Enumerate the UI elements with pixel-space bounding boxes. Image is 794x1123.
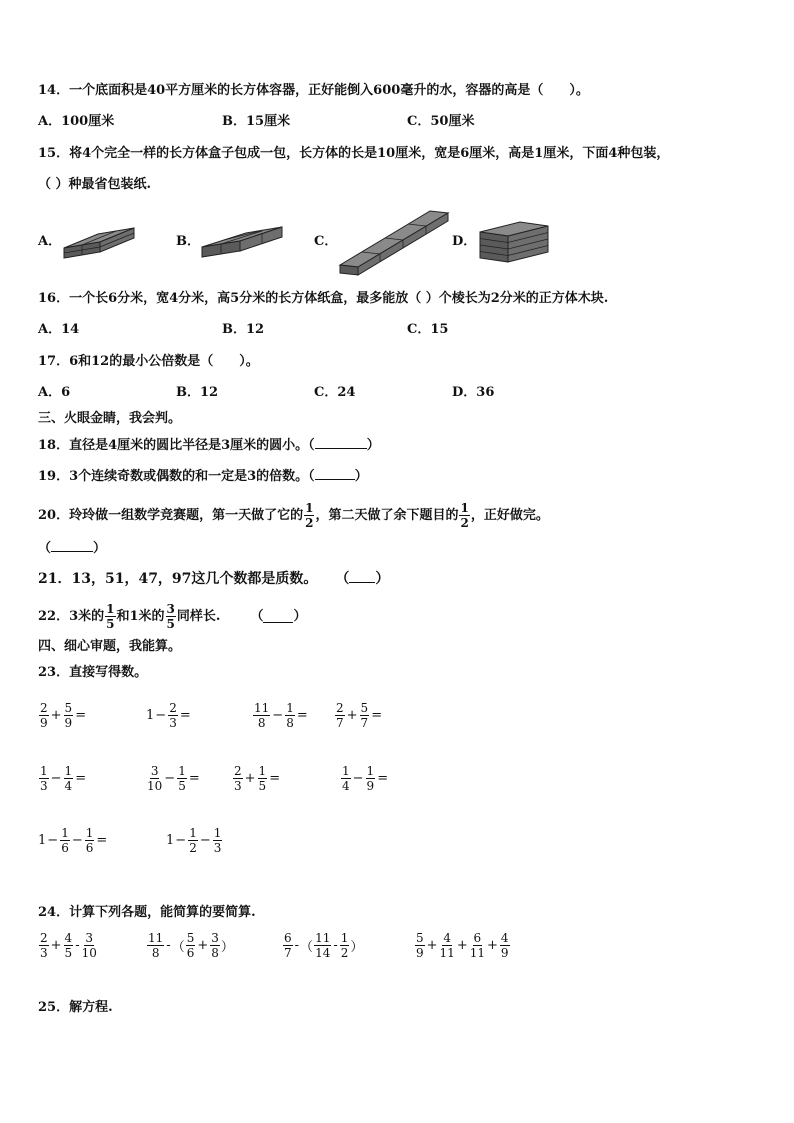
q22-frac1-num: 1 [106,602,115,616]
q14-option-a[interactable]: A．100厘米 [38,114,115,129]
box-package-a-image [62,216,138,266]
q20-answer [38,539,106,558]
q20-open-paren: （ [38,541,52,556]
q19-close-paren: ） [354,469,368,484]
question-22 [38,603,306,630]
question-20 [38,502,549,529]
q20-answer-blank[interactable] [51,539,93,552]
q22-frac2-num: 3 [166,602,175,616]
question-21 [38,570,389,588]
q22-fraction-2 [166,603,176,630]
q23-expr-7: $\frac{2}{3}$ + $\frac{1}{5}$ = [234,764,281,793]
question-20-part3: ，正好做完。 [470,507,549,523]
q23-expr-9: 1 − $\frac{1}{6}$ − $\frac{1}{6}$ = [38,826,108,855]
q23-expr-2: 1 − $\frac{2}{3}$ = [146,701,191,730]
q23-expr-1: $\frac{2}{9}$ + $\frac{5}{9}$ = [40,701,87,730]
q20-fraction-2 [459,502,469,529]
q22-open-paren: （ [250,608,264,624]
q18-close-paren: ） [366,438,380,453]
q24-expr-1: $\frac{2}{3}$ + $\frac{4}{5}$ - $\frac{3}{10}$ [40,931,97,960]
question-18 [38,436,380,455]
question-22-part1: 22．3米的 [38,608,105,624]
question-25-title: 25．解方程. [38,1000,113,1015]
q23-expr-4: $\frac{2}{7}$ + $\frac{5}{7}$ = [336,701,383,730]
question-19 [38,467,368,486]
question-20-part1: 20．玲玲做一组数学竞赛题，第一天做了它的 [38,507,304,523]
q15-option-a[interactable]: A． [38,234,62,249]
q14-option-b[interactable]: B．15厘米 [222,114,291,129]
q21-answer-blank[interactable] [349,570,375,583]
q20-frac2-den: 2 [460,516,469,530]
q21-open-paren: （ [335,571,350,587]
q17-option-b[interactable]: B．12 [176,385,219,400]
q18-answer-blank[interactable] [315,436,367,449]
q23-expr-3: $\frac{11}{8}$ − $\frac{1}{8}$ = [254,701,308,730]
q17-option-a[interactable]: A．6 [38,385,71,400]
q23-expr-10: 1 − $\frac{1}{2}$ − $\frac{1}{3}$ [166,826,222,855]
q17-option-d[interactable]: D．36 [452,385,495,400]
question-14: 14．一个底面积是40平方厘米的长方体容器，正好能倒入600毫升的水，容器的高是（ ）。 [38,83,589,98]
q22-frac1-den: 5 [106,617,115,631]
q15-option-b[interactable]: B． [176,234,200,249]
q16-option-b[interactable]: B．12 [222,322,265,337]
q22-answer-blank[interactable] [263,610,293,623]
question-20-part2: ，第二天做了余下题目的 [315,507,459,523]
q14-option-c[interactable]: C．50厘米 [407,114,475,129]
question-21-text: 21．13，51，47，97这几个数都是质数。 [38,571,318,587]
q24-expr-2: $\frac{11}{8}$ - （ $\frac{5}{6}$ + $\frac{3}{8}$ ） [148,931,234,960]
q24-expr-3: $\frac{6}{7}$ - （ $\frac{11}{14}$ - $\frac{1}{2}$ ） [284,931,364,960]
q21-close-paren: ） [375,571,390,587]
box-package-d-image [476,216,552,266]
question-22-part3: 同样长. [176,608,221,624]
q17-option-c[interactable]: C．24 [314,385,356,400]
q16-option-a[interactable]: A．14 [38,322,80,337]
question-16: 16．一个长6分米，宽4分米，高5分米的长方体纸盒，最多能放（ ）个棱长为2分米的正方体木块. [38,291,609,306]
question-15-line1: 15．将4个完全一样的长方体盒子包成一包，长方体的长是10厘米，宽是6厘米，高是1厘米，下面4种包装， [38,146,670,161]
question-17: 17．6和12的最小公倍数是（ ）。 [38,354,259,369]
box-package-b-image [200,213,286,267]
q24-expr-4: $\frac{5}{9}$ + $\frac{4}{11}$ + $\frac{6}{11}$ + $\frac{4}{9}$ [416,931,509,960]
q22-frac2-den: 5 [166,617,175,631]
q20-frac1-num: 1 [305,501,314,515]
question-22-part2: 和1米的 [116,608,165,624]
q20-frac2-num: 1 [460,501,469,515]
question-18-text: 18．直径是4厘米的圆比半径是3厘米的圆小。（ [38,438,315,453]
q20-close-paren: ） [93,541,107,556]
q22-fraction-1 [105,603,115,630]
question-24-title: 24．计算下列各题，能简算的要简算. [38,905,256,920]
section-4-heading: 四、细心审题，我能算。 [38,639,182,654]
box-package-c-image [338,205,450,277]
q22-close-paren: ） [293,608,307,624]
question-23-title: 23．直接写得数。 [38,665,148,680]
q19-answer-blank[interactable] [315,467,355,480]
q23-expr-6: $\frac{3}{10}$ − $\frac{1}{5}$ = [147,764,200,793]
q15-option-c[interactable]: C． [314,234,338,249]
section-3-heading: 三、火眼金睛，我会判。 [38,411,182,426]
q20-fraction-1 [304,502,314,529]
question-15-line2: （ ）种最省包装纸. [38,177,152,192]
q23-expr-5: $\frac{1}{3}$ − $\frac{1}{4}$ = [40,764,87,793]
q23-expr-8: $\frac{1}{4}$ − $\frac{1}{9}$ = [342,764,389,793]
q20-frac1-den: 2 [305,516,314,530]
q15-option-d[interactable]: D． [452,234,477,249]
question-19-text: 19．3个连续奇数或偶数的和一定是3的倍数。（ [38,469,315,484]
q16-option-c[interactable]: C．15 [407,322,449,337]
